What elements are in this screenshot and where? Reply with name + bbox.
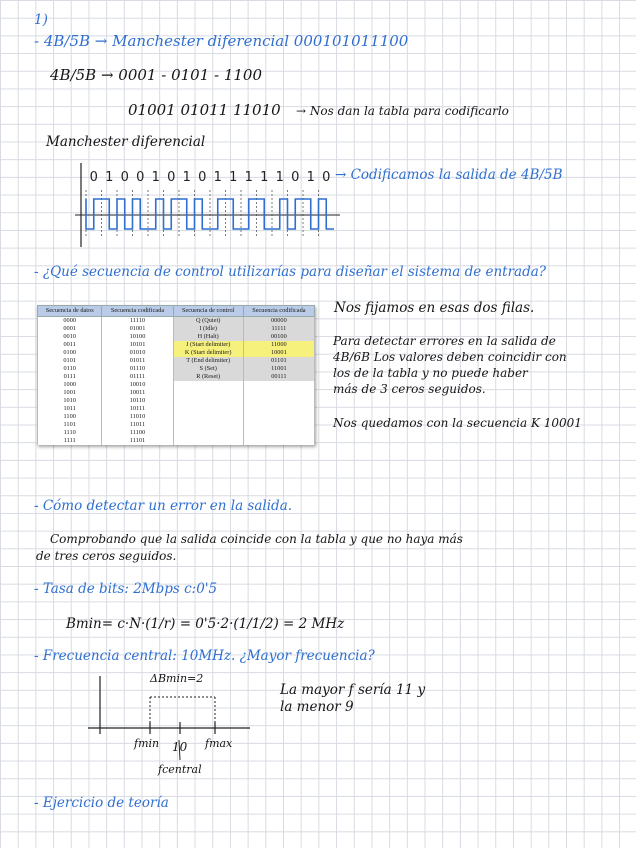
- table-cell: 0001: [38, 325, 102, 333]
- control-note-line: Para detectar errores en la salida de: [333, 334, 556, 348]
- manchester-bit-label: 0: [89, 170, 98, 185]
- manchester-label: Manchester diferencial: [46, 134, 206, 150]
- manchester-bit-label: 1: [213, 170, 222, 185]
- table-cell: [173, 397, 243, 405]
- table-cell: 0100: [38, 349, 102, 357]
- table-cell: S (Set): [173, 365, 243, 373]
- table-row: [38, 421, 315, 429]
- manchester-bit-label: 1: [151, 170, 160, 185]
- manchester-bit-label: 1: [105, 170, 114, 185]
- table-cell: [243, 429, 314, 437]
- manchester-bit-label: 0: [291, 170, 300, 185]
- table-cell: H (Halt): [173, 333, 243, 341]
- table-cell: 10101: [102, 341, 173, 349]
- section-heading-error-detection: - Cómo detectar un error en la salida.: [34, 498, 293, 514]
- manchester-bit-label: 1: [182, 170, 191, 185]
- table-header: Secuencia de datos: [38, 306, 102, 317]
- frequency-answer-line2: la menor 9: [280, 699, 354, 715]
- table-cell: [173, 413, 243, 421]
- table-cell: 0011: [38, 341, 102, 349]
- manchester-bit-label: 1: [306, 170, 315, 185]
- table-cell: K (Start delimiter): [173, 349, 243, 357]
- section-heading-control-sequence: - ¿Qué secuencia de control utilizarías para diseñar el sistema de entrada?: [34, 264, 547, 280]
- table-cell: [243, 381, 314, 389]
- control-note-rows: Nos fijamos en esas dos filas.: [334, 300, 535, 316]
- table-cell: [173, 429, 243, 437]
- table-cell: 01011: [102, 357, 173, 365]
- table-cell: 11111: [243, 325, 314, 333]
- table-cell: [243, 397, 314, 405]
- table-row: [38, 437, 315, 445]
- fmin-label: fmin: [134, 737, 160, 750]
- table-cell: 10001: [243, 349, 314, 357]
- table-row: [38, 349, 315, 357]
- table-cell: [173, 405, 243, 413]
- table-cell: 1010: [38, 397, 102, 405]
- fcentral-label: fcentral: [158, 763, 202, 776]
- table-cell: 1111: [38, 437, 102, 445]
- table-cell: 1001: [38, 389, 102, 397]
- delta-bmin-label: ΔBmin=2: [150, 672, 204, 685]
- table-cell: 0110: [38, 365, 102, 373]
- table-cell: 11101: [102, 437, 173, 445]
- table-header: Secuencia de control: [173, 306, 243, 317]
- table-row: [38, 397, 315, 405]
- table-cell: 11010: [102, 413, 173, 421]
- bits-note: → Codificamos la salida de 4B/5B: [335, 167, 563, 183]
- table-header: Secuencia codificada: [102, 306, 173, 317]
- manchester-bit-label: 0: [198, 170, 207, 185]
- table-cell: 1101: [38, 421, 102, 429]
- error-answer-line2: de tres ceros seguidos.: [36, 549, 177, 563]
- table-cell: J (Start delimiter): [173, 341, 243, 349]
- manchester-bit-label: 0: [120, 170, 129, 185]
- bmin-formula: Bmin= c·N·(1/r) = 0'5·2·(1/1/2) = 2 MHz: [66, 616, 345, 632]
- page-number: 1): [34, 12, 48, 28]
- table-cell: 10010: [102, 381, 173, 389]
- manchester-bit-label: 1: [229, 170, 238, 185]
- table-cell: 1110: [38, 429, 102, 437]
- table-cell: 10011: [102, 389, 173, 397]
- manchester-bit-label: 1: [244, 170, 253, 185]
- table-cell: [243, 437, 314, 445]
- center-frequency-label: 10: [172, 740, 188, 754]
- table-cell: 01001: [102, 325, 173, 333]
- encoding-4b5b-output: 01001 01011 11010: [128, 101, 281, 119]
- table-cell: 1100: [38, 413, 102, 421]
- table-cell: 11000: [243, 341, 314, 349]
- table-row: [38, 341, 315, 349]
- table-cell: 0111: [38, 373, 102, 381]
- manchester-bit-labels: [90, 170, 331, 185]
- control-note-line: más de 3 ceros seguidos.: [333, 382, 486, 396]
- table-row: [38, 405, 315, 413]
- table-row: [38, 365, 315, 373]
- table-header: Secuencia codificada: [243, 306, 314, 317]
- table-cell: 01010: [102, 349, 173, 357]
- encoding-table-body: [38, 317, 315, 446]
- section-heading-central-frequency: - Frecuencia central: 10MHz. ¿Mayor frecuencia?: [34, 648, 375, 664]
- table-row: [38, 357, 315, 365]
- table-cell: 10100: [102, 333, 173, 341]
- table-cell: 11100: [102, 429, 173, 437]
- fmax-label: fmax: [205, 737, 233, 750]
- table-cell: T (End delimiter): [173, 357, 243, 365]
- table-cell: [173, 389, 243, 397]
- table-cell: 11110: [102, 317, 173, 326]
- table-cell: 0010: [38, 333, 102, 341]
- table-row: [38, 317, 315, 326]
- table-cell: [173, 437, 243, 445]
- encoding-table: [37, 305, 315, 445]
- table-cell: 1011: [38, 405, 102, 413]
- table-cell: 00111: [243, 373, 314, 381]
- table-cell: R (Reset): [173, 373, 243, 381]
- manchester-bit-label: 0: [167, 170, 176, 185]
- table-cell: 11001: [243, 365, 314, 373]
- table-cell: [243, 413, 314, 421]
- encoding-4b5b-groups: 4B/5B → 0001 - 0101 - 1100: [50, 66, 263, 84]
- control-note-line: 4B/6B Los valores deben coincidir con: [333, 350, 567, 364]
- table-cell: [243, 421, 314, 429]
- table-row: [38, 325, 315, 333]
- section-heading-bitrate: - Tasa de bits: 2Mbps c:0'5: [34, 581, 218, 597]
- manchester-bit-label: 1: [275, 170, 284, 185]
- table-cell: 01101: [243, 357, 314, 365]
- table-cell: 10110: [102, 397, 173, 405]
- table-cell: 01111: [102, 373, 173, 381]
- table-row: [38, 429, 315, 437]
- table-cell: [173, 381, 243, 389]
- manchester-bit-label: 0: [322, 170, 331, 185]
- table-cell: 10111: [102, 405, 173, 413]
- table-cell: Q (Quiet): [173, 317, 243, 326]
- section-heading-theory: - Ejercicio de teoría: [34, 795, 169, 811]
- error-answer-line1: Comprobando que la salida coincide con la tabla y que no haya más: [50, 532, 463, 546]
- table-cell: [173, 421, 243, 429]
- table-cell: 01110: [102, 365, 173, 373]
- table-cell: [243, 389, 314, 397]
- table-row: [38, 389, 315, 397]
- table-cell: 00000: [243, 317, 314, 326]
- table-row: [38, 333, 315, 341]
- control-note-line: los de la tabla y no puede haber: [333, 366, 528, 380]
- frequency-answer-line1: La mayor f sería 11 y: [280, 682, 426, 698]
- encoding-table-note: → Nos dan la tabla para codificarlo: [296, 104, 509, 118]
- table-cell: I (Idle): [173, 325, 243, 333]
- table-cell: 0000: [38, 317, 102, 326]
- table-cell: 0101: [38, 357, 102, 365]
- table-row: [38, 413, 315, 421]
- manchester-bit-label: 1: [260, 170, 269, 185]
- table-cell: 00100: [243, 333, 314, 341]
- table-cell: 1000: [38, 381, 102, 389]
- table-cell: [243, 405, 314, 413]
- table-row: [38, 381, 315, 389]
- section-heading-encoding: - 4B/5B → Manchester diferencial 000101011100: [34, 32, 409, 50]
- control-note-conclusion: Nos quedamos con la secuencia K 10001: [333, 416, 582, 430]
- table-cell: 11011: [102, 421, 173, 429]
- manchester-bit-label: 0: [136, 170, 145, 185]
- table-row: [38, 373, 315, 381]
